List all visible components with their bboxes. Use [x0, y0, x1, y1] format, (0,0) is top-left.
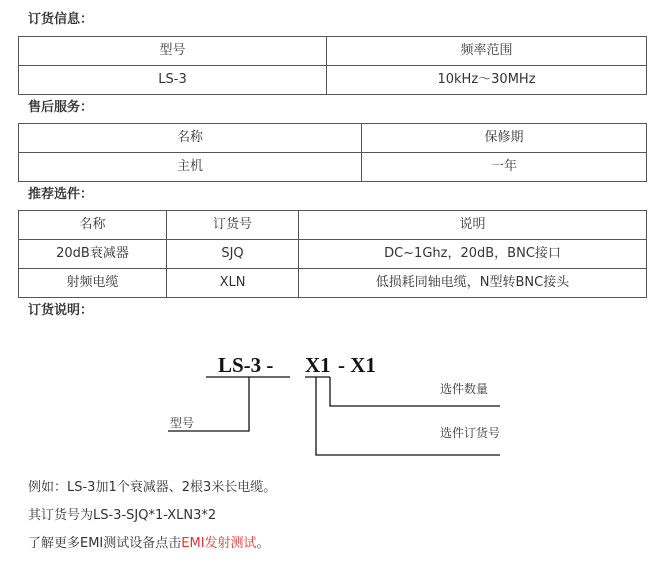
- table-header-row: [19, 37, 647, 66]
- table-row: [19, 153, 647, 182]
- order-code-diagram: [0, 330, 665, 470]
- header-frequency-range: 频率范围: [327, 37, 647, 66]
- header-name: 名称: [19, 211, 167, 240]
- code-part-qty: - X1: [338, 353, 376, 377]
- ordering-info-table: [18, 36, 647, 95]
- header-order-no: 订货号: [167, 211, 299, 240]
- header-warranty: 保修期: [362, 124, 647, 153]
- cell-model: LS-3: [19, 66, 327, 95]
- after-sales-heading: 售后服务：: [28, 100, 94, 115]
- header-description: 说明: [299, 211, 647, 240]
- after-sales-table: [18, 123, 647, 182]
- cell-order-no: XLN: [167, 269, 299, 298]
- emi-emission-test-link[interactable]: EMI发射测试: [181, 536, 257, 551]
- cell-name: 20dB衰减器: [19, 240, 167, 269]
- more-info-text: 了解更多EMI测试设备点击: [28, 536, 182, 551]
- code-part-model: LS-3 -: [218, 353, 274, 377]
- options-table: [18, 210, 647, 298]
- ordering-info-heading: 订货信息：: [28, 12, 94, 27]
- more-info-suffix: 。: [256, 536, 270, 551]
- label-option-order-no: 选件订货号: [440, 426, 501, 440]
- options-heading: 推荐选件：: [28, 187, 94, 202]
- cell-name: 主机: [19, 153, 362, 182]
- table-row: [19, 240, 647, 269]
- cell-description: 低损耗同轴电缆，N型转BNC接头: [299, 269, 647, 298]
- header-name: 名称: [19, 124, 362, 153]
- cell-description: DC~1Ghz，20dB，BNC接口: [299, 240, 647, 269]
- code-part-option: X1: [305, 353, 331, 377]
- cell-order-no: SJQ: [167, 240, 299, 269]
- label-model: 型号: [170, 416, 195, 430]
- cell-warranty: 一年: [362, 153, 647, 182]
- header-model: 型号: [19, 37, 327, 66]
- cell-frequency-range: 10kHz～30MHz: [327, 66, 647, 95]
- table-header-row: [19, 124, 647, 153]
- label-option-qty: 选件数量: [440, 382, 489, 396]
- example-order-code: 其订货号为LS-3-SJQ*1-XLN3*2: [28, 508, 217, 523]
- example-note: 例如：LS-3加1个衰减器、2根3米长电缆。: [28, 480, 277, 495]
- cell-name: 射频电缆: [19, 269, 167, 298]
- table-row: [19, 269, 647, 298]
- table-row: [19, 66, 647, 95]
- more-info-line: [28, 536, 270, 552]
- order-desc-heading: 订货说明：: [28, 303, 94, 318]
- table-header-row: [19, 211, 647, 240]
